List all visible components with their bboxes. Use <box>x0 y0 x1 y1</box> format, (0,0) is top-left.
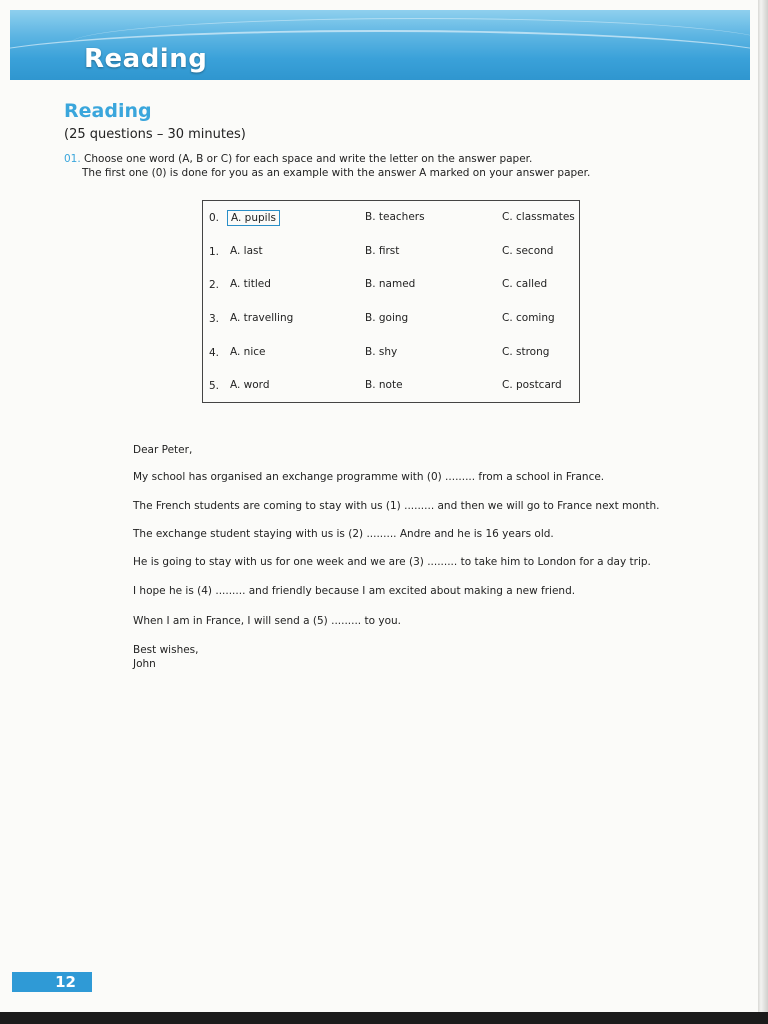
page-number-tab <box>12 972 92 992</box>
option-a: A. last <box>230 245 263 257</box>
option-a: A. titled <box>230 278 271 290</box>
options-table <box>202 200 580 403</box>
option-c: C. second <box>502 245 554 257</box>
letter-line: When I am in France, I will send a (5) ......... to you. <box>133 615 401 627</box>
option-a: A. nice <box>230 346 266 358</box>
option-number: 1. <box>209 246 220 258</box>
option-b: B. shy <box>365 346 398 358</box>
option-row-5 <box>203 377 579 397</box>
option-c: C. called <box>502 278 548 290</box>
option-c: C. strong <box>502 346 550 358</box>
option-c: C. classmates <box>502 211 575 223</box>
option-b: B. note <box>365 379 403 391</box>
header-banner <box>10 10 750 80</box>
option-a-answered: A. pupils <box>227 210 280 226</box>
option-row-0 <box>203 209 579 229</box>
letter-closing: Best wishes, <box>133 644 199 656</box>
option-b: B. first <box>365 245 400 257</box>
question-instruction <box>64 152 664 180</box>
option-row-1 <box>203 243 579 263</box>
option-number: 4. <box>209 347 220 359</box>
letter-signature: John <box>133 658 156 670</box>
option-c: C. postcard <box>502 379 562 391</box>
option-row-3 <box>203 310 579 330</box>
option-row-2 <box>203 276 579 296</box>
page-number: 12 <box>55 973 76 991</box>
option-a: A. travelling <box>230 312 294 324</box>
section-title: Reading <box>64 100 152 122</box>
letter-greeting: Dear Peter, <box>133 444 193 456</box>
option-b: B. named <box>365 278 416 290</box>
letter-line: The exchange student staying with us is (2) ......... Andre and he is 16 years old. <box>133 528 554 540</box>
option-a: A. word <box>230 379 270 391</box>
instruction-line-1: Choose one word (A, B or C) for each space and write the letter on the answer paper. <box>84 153 533 165</box>
option-number: 3. <box>209 313 220 325</box>
letter-line: My school has organised an exchange programme with (0) ......... from a school in France. <box>133 471 605 483</box>
option-b: B. going <box>365 312 409 324</box>
instruction-line-2: The first one (0) is done for you as an example with the answer A marked on your answer paper. <box>82 167 591 179</box>
option-row-4 <box>203 344 579 364</box>
banner-title: Reading <box>84 44 208 74</box>
letter-line: The French students are coming to stay with us (1) ......... and then we will go to France next month. <box>133 500 660 512</box>
question-number: 01. <box>64 153 81 165</box>
option-c: C. coming <box>502 312 555 324</box>
letter-line: I hope he is (4) ......... and friendly because I am excited about making a new friend. <box>133 585 576 597</box>
option-number: 5. <box>209 380 220 392</box>
option-b: B. teachers <box>365 211 425 223</box>
section-meta: (25 questions – 30 minutes) <box>64 127 246 142</box>
scan-border <box>0 1012 768 1024</box>
page-edge <box>758 0 768 1024</box>
option-number: 0. <box>209 212 220 224</box>
letter-line: He is going to stay with us for one week and we are (3) ......... to take him to London for a day trip. <box>133 556 651 568</box>
option-number: 2. <box>209 279 220 291</box>
